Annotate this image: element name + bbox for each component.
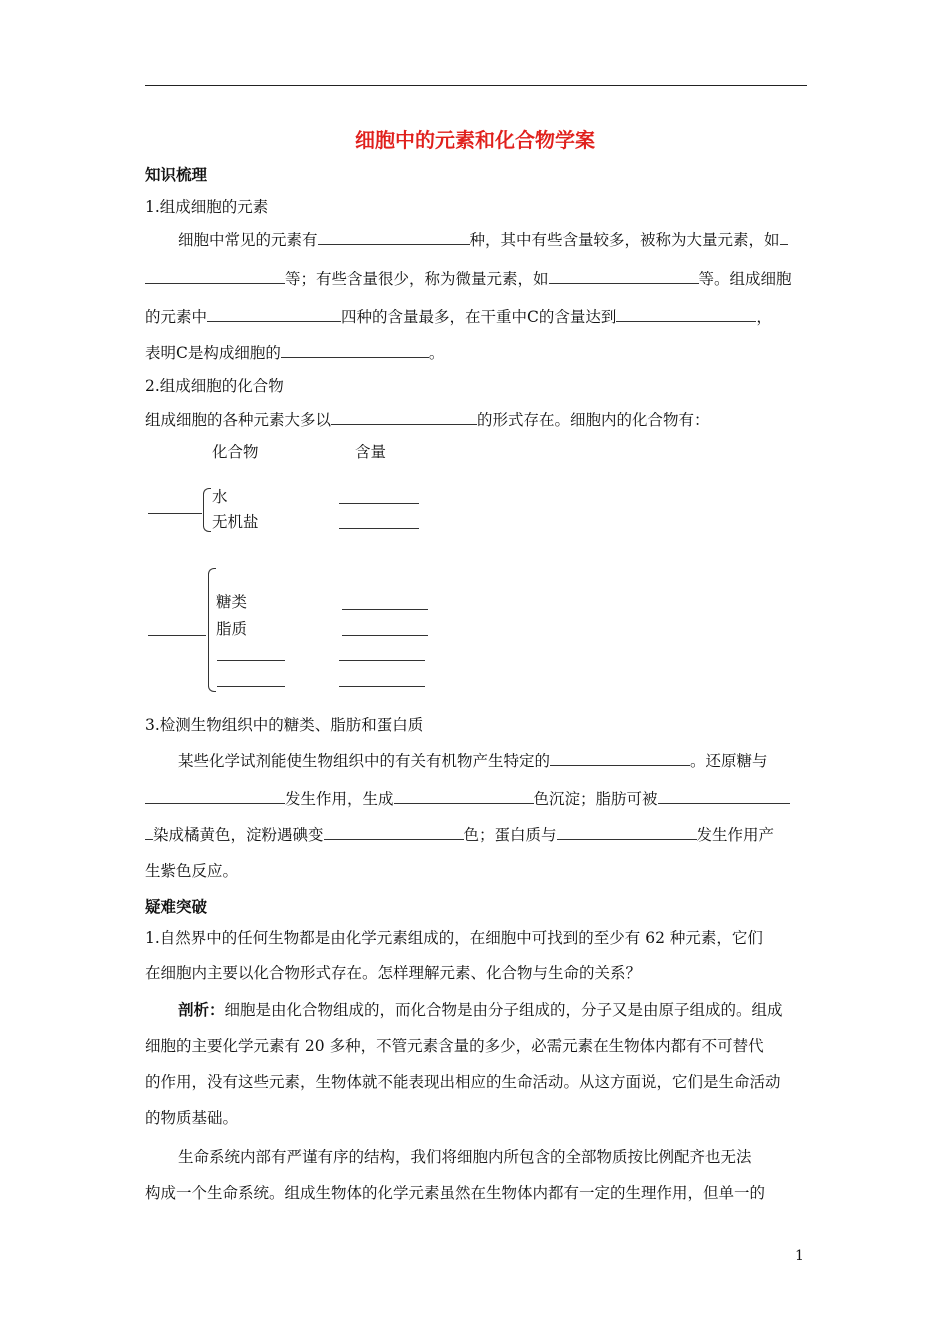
paragraph-line: 表明C是构成细胞的 。 <box>145 344 445 362</box>
fill-blank[interactable] <box>394 788 534 804</box>
item-1-title: 1.组成细胞的元素 <box>145 198 269 216</box>
content-blank-lipid[interactable] <box>342 635 428 636</box>
question-line: 1.自然界中的任何生物都是由化学元素组成的，在细胞中可找到的至少有 62 种元素，它们 <box>145 929 763 947</box>
section-heading-difficulties: 疑难突破 <box>145 897 208 916</box>
header-rule <box>145 85 807 86</box>
section-heading-knowledge: 知识梳理 <box>145 165 208 184</box>
paragraph-line: 发生作用，生成 色沉淀；脂肪可被 <box>145 788 790 809</box>
paragraph-line: 细胞中常见的元素有 种，其中有些含量较多，被称为大量元素，如 <box>178 229 788 250</box>
fill-blank[interactable] <box>780 229 788 245</box>
paragraph-line: 的元素中 四种的含量最多，在干重中C的含量达到 ， <box>145 308 772 326</box>
paragraph-line: 组成细胞的各种元素大多以 的形式存在。细胞内的化合物有： <box>145 411 710 429</box>
analysis-line: 细胞的主要化学元素有 20 多种，不管元素含量的多少，必需元素在生物体内都有不可替代 <box>145 1037 764 1055</box>
page-number: 1 <box>795 1248 804 1264</box>
fill-blank[interactable] <box>331 409 477 425</box>
brace-inorganic <box>203 488 211 532</box>
fill-blank[interactable] <box>557 824 697 840</box>
fill-blank[interactable] <box>324 824 464 840</box>
item-2-title: 2.组成细胞的化合物 <box>145 377 284 395</box>
analysis-label: 剖析： <box>178 1000 225 1019</box>
fill-blank[interactable] <box>658 788 790 804</box>
item-3-title: 3.检测生物组织中的糖类、脂肪和蛋白质 <box>145 716 424 734</box>
column-header-content: 含量 <box>355 443 387 461</box>
question-line: 在细胞内主要以化合物形式存在。怎样理解元素、化合物与生命的关系？ <box>145 964 642 982</box>
category-blank-organic[interactable] <box>148 635 206 636</box>
content-blank-water[interactable] <box>339 503 419 504</box>
fill-blank[interactable] <box>616 306 756 322</box>
fill-blank[interactable] <box>550 750 690 766</box>
compound-sugar: 糖类 <box>216 593 248 611</box>
brace-organic <box>208 568 216 692</box>
compound-water: 水 <box>212 488 228 506</box>
paragraph-line: 等；有些含量很少，称为微量元素，如 等。组成细胞 <box>145 268 792 289</box>
paragraph-line: 染成橘黄色，淀粉遇碘变 色；蛋白质与 发生作用产 <box>145 824 774 845</box>
content-blank[interactable] <box>339 660 425 661</box>
analysis-line: 生命系统内部有严谨有序的结构，我们将细胞内所包含的全部物质按比例配齐也无法 <box>178 1148 752 1166</box>
analysis-line: 的作用，没有这些元素，生物体就不能表现出相应的生命活动。从这方面说，它们是生命活动 <box>145 1073 781 1091</box>
compound-inorganic-salt: 无机盐 <box>212 513 259 531</box>
fill-blank[interactable] <box>281 342 429 358</box>
fill-blank[interactable] <box>145 788 285 804</box>
fill-blank[interactable] <box>207 306 341 322</box>
paragraph-line: 生紫色反应。 <box>145 862 239 880</box>
compound-blank[interactable] <box>217 660 285 661</box>
paragraph-line: 某些化学试剂能使生物组织中的有关有机物产生特定的 。还原糖与 <box>178 752 768 770</box>
fill-blank[interactable] <box>145 268 285 284</box>
analysis-line: 剖析：细胞是由化合物组成的，而化合物是由分子组成的，分子又是由原子组成的。组成 <box>178 1000 783 1019</box>
compound-blank[interactable] <box>217 686 285 687</box>
fill-blank[interactable] <box>145 824 153 840</box>
content-blank-sugar[interactable] <box>342 609 428 610</box>
document-title: 细胞中的元素和化合物学案 <box>355 128 595 152</box>
fill-blank[interactable] <box>549 268 699 284</box>
category-blank-inorganic[interactable] <box>148 513 202 514</box>
column-header-compound: 化合物 <box>212 443 259 461</box>
content-blank[interactable] <box>339 686 425 687</box>
fill-blank[interactable] <box>318 229 470 245</box>
compound-lipid: 脂质 <box>216 620 248 638</box>
content-blank-salt[interactable] <box>339 528 419 529</box>
analysis-line: 构成一个生命系统。组成生物体的化学元素虽然在生物体内都有一定的生理作用，但单一的 <box>145 1184 766 1202</box>
analysis-line: 的物质基础。 <box>145 1109 239 1127</box>
